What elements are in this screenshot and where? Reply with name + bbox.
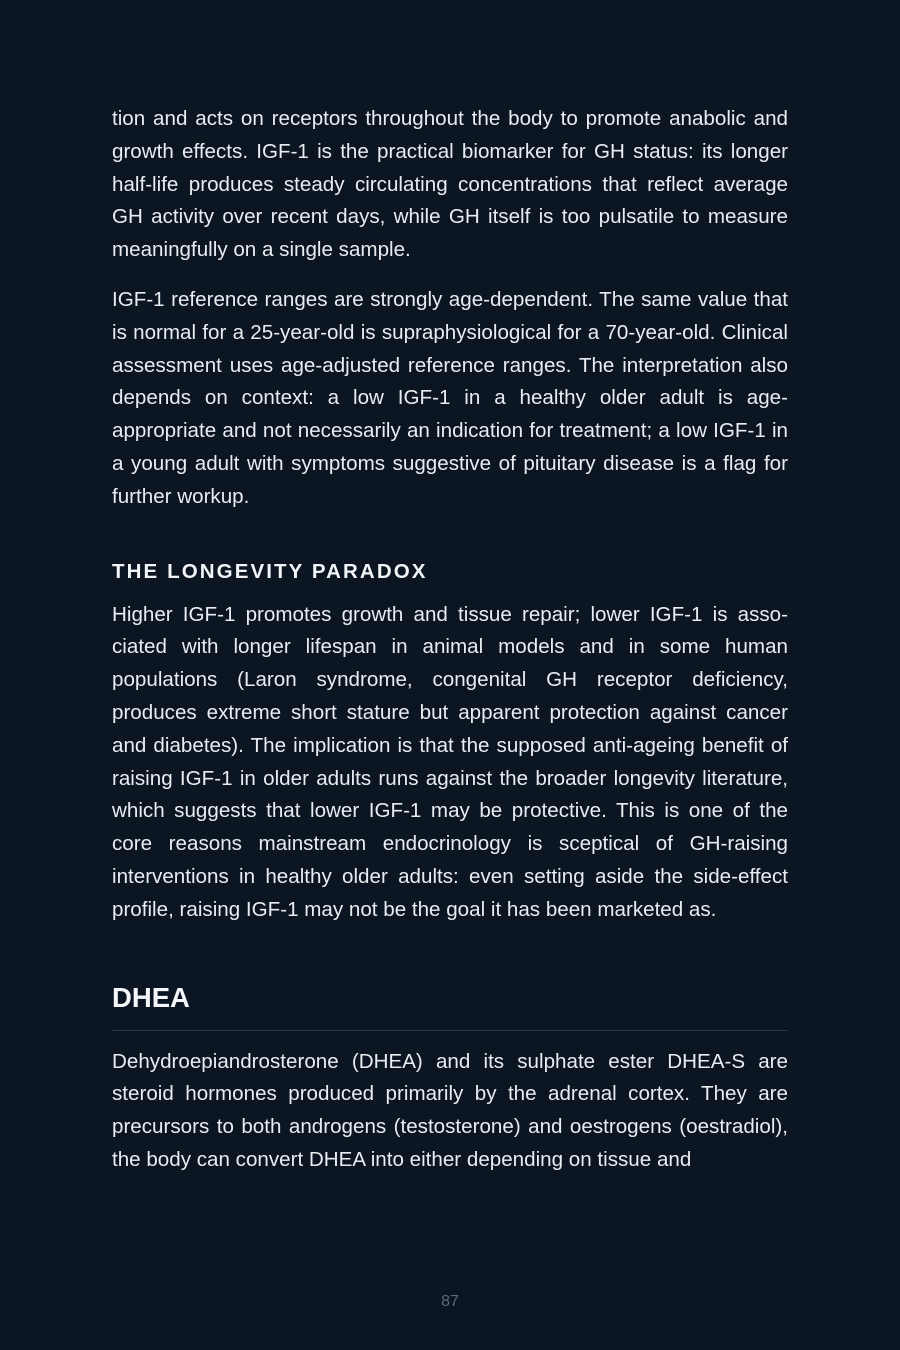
page-content	[112, 103, 788, 1177]
paragraph-igf1-biomarker: tion and acts on receptors throughout the body to promote anabolic and growth effects. IGF-1 is the practical biomarker for GH status: its longer half-life produces steady circulating concentrations that reflect average GH activity over recent days, while GH itself is too pulsatile to measure meaningfully on a single sample.	[112, 107, 788, 262]
section-title-dhea: DHEA	[112, 981, 190, 1013]
paragraph-dhea-intro: Dehydroepiandrosterone (DHEA) and its sulphate ester DHEA-S are steroid hormones produced primarily by the adrenal cortex. They are precursors to both androgens (testosterone) and oestrogens (oestradiol), the body can convert DHEA into either depending on tissue and	[112, 1049, 788, 1171]
section-divider	[112, 1030, 788, 1031]
page-number: 87	[441, 1293, 459, 1310]
paragraph-longevity-paradox: Higher IGF-1 promotes growth and tissue repair; lower IGF-1 is associated with longer lifespan in animal models and in some human populations (Laron syndrome, congenital GH receptor deficiency, produces extreme short stature but apparent protection against cancer and diabetes). The implication is that the supposed anti-ageing benefit of raising IGF-1 in older adults runs against the broader longevity literature, which suggests that lower IGF-1 may be protective. This is one of the core reasons mainstream endocrinology is sceptical of GH-raising interventions in healthy older adults: even setting aside the side-effect profile, raising IGF-1 may not be the goal it has been marketed as.	[112, 602, 788, 921]
subheading-longevity-paradox: THE LONGEVITY PARADOX	[112, 559, 428, 583]
paragraph-reference-ranges: IGF-1 reference ranges are strongly age-dependent. The same value that is normal for a 25-year-old is supraphysiological for a 70-year-old. Clinical assessment uses age-adjusted reference ranges. The interpretation also depends on context: a low IGF-1 in a healthy older adult is age-appropriate and not necessarily an indication for treatment; a low IGF-1 in a young adult with symptoms suggestive of pituitary disease is a flag for further workup.	[112, 287, 788, 508]
